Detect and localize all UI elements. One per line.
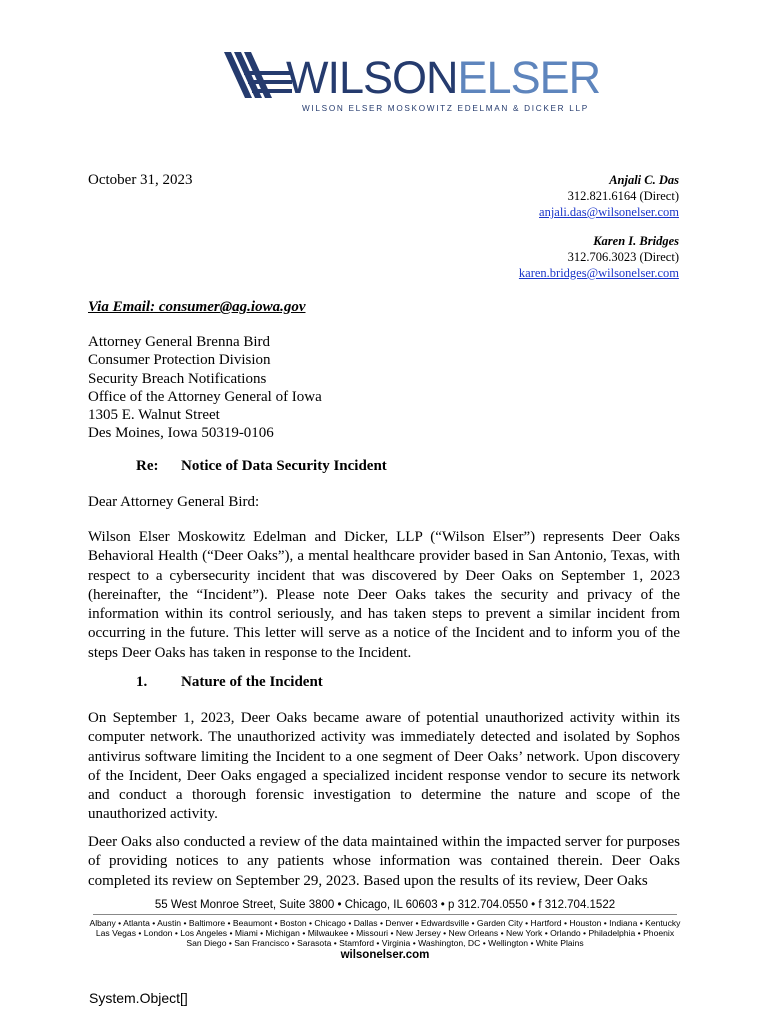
firm-logo-mark-icon [222, 52, 294, 112]
re-label: Re: [136, 458, 159, 474]
contact-phone: 312.706.3023 (Direct) [567, 250, 679, 264]
firm-logo [222, 52, 601, 118]
recipient-line: Office of the Attorney General of Iowa [88, 388, 322, 405]
recipient-line: Des Moines, Iowa 50319-0106 [88, 425, 274, 442]
firm-full-name: WILSON ELSER MOSKOWITZ EDELMAN & DICKER LLP [302, 104, 589, 113]
recipient-line: Attorney General Brenna Bird [88, 334, 271, 350]
recipient-line: Security Breach Notifications [88, 370, 267, 387]
contact-name: Anjali C. Das [609, 173, 679, 187]
firm-name-second: ELSER [457, 52, 601, 103]
recipient-address [88, 333, 322, 443]
contact-phone: 312.821.6164 (Direct) [567, 189, 679, 203]
contact-email-link[interactable]: karen.bridges@wilsonelser.com [518, 266, 679, 280]
via-email-line: Via Email: consumer@ag.iowa.gov [88, 299, 306, 315]
footer-address: 55 West Monroe Street, Suite 3800 • Chicago, IL 60603 • p 312.704.0550 • f 312.704.1522 [154, 899, 616, 911]
section-title: Nature of the Incident [181, 674, 323, 690]
contact-block-das [539, 172, 679, 220]
contact-name: Karen I. Bridges [593, 234, 679, 248]
firm-name [286, 54, 600, 102]
recipient-line: 1305 E. Walnut Street [88, 407, 220, 424]
review-paragraph: Deer Oaks also conducted a review of the data maintained within the impacted server for purposes of providing notices to any patients whose information was contained therein. Deer Oaks completed its review on September 29, 2023. Based upon the results of its review, Deer Oaks [88, 834, 680, 889]
footer-office-list [0, 918, 770, 949]
firm-name-first: WILSON [286, 52, 458, 103]
contact-email-link[interactable]: anjali.das@wilsonelser.com [539, 205, 679, 219]
footer-cities-line: Albany • Atlanta • Austin • Baltimore • Beaumont • Boston • Chicago • Dallas • Denver • Edwardsville • Garden City • Hartford • Houston • Indiana • Kentucky [89, 918, 681, 928]
footer-cities-line: Las Vegas • London • Los Angeles • Miami • Michigan • Milwaukee • Missouri • New Jersey • New Orleans • New York • Orlando • Philadelphia • Phoenix [95, 928, 675, 939]
section-number: 1. [136, 674, 148, 690]
contact-block-bridges [519, 233, 679, 281]
footer-divider [93, 914, 677, 915]
letter-date: October 31, 2023 [88, 172, 193, 188]
footer-cities-line: San Diego • San Francisco • Sarasota • Stamford • Virginia • Washington, DC • Wellington • White Plains [186, 938, 584, 949]
footer-website: wilsonelser.com [340, 949, 430, 961]
intro-paragraph: Wilson Elser Moskowitz Edelman and Dicker, LLP (“Wilson Elser”) represents Deer Oaks Behavioral Health (“Deer Oaks”), a mental healthcare provider based in San Antonio, Texas, with respect to a cybersecurity incident that was discovered by Deer Oaks on September 1, 2023 (hereinafter, the “Incident”). Please note Deer Oaks takes the security and privacy of the information within its control seriously, and has taken steps to prevent a similar incident from occurring in the future. This letter will serve as a notice of the Incident and to inform you of the steps Deer Oaks has taken in response to the Incident. [88, 529, 680, 661]
salutation: Dear Attorney General Bird: [88, 494, 260, 510]
nature-paragraph: On September 1, 2023, Deer Oaks became aware of potential unauthorized activity within its computer network. The unauthorized activity was immediately detected and isolated by Sophos antivirus software limiting the Incident to a one segment of Deer Oaks’ network. Upon discovery of the Incident, Deer Oaks engaged a specialized incident response vendor to secure its network and conduct a thorough forensic investigation to determine the nature and scope of the unauthorized activity. [88, 710, 680, 823]
re-subject: Notice of Data Security Incident [181, 458, 387, 474]
recipient-line: Consumer Protection Division [88, 352, 271, 369]
system-object-text: System.Object[] [89, 990, 188, 1006]
